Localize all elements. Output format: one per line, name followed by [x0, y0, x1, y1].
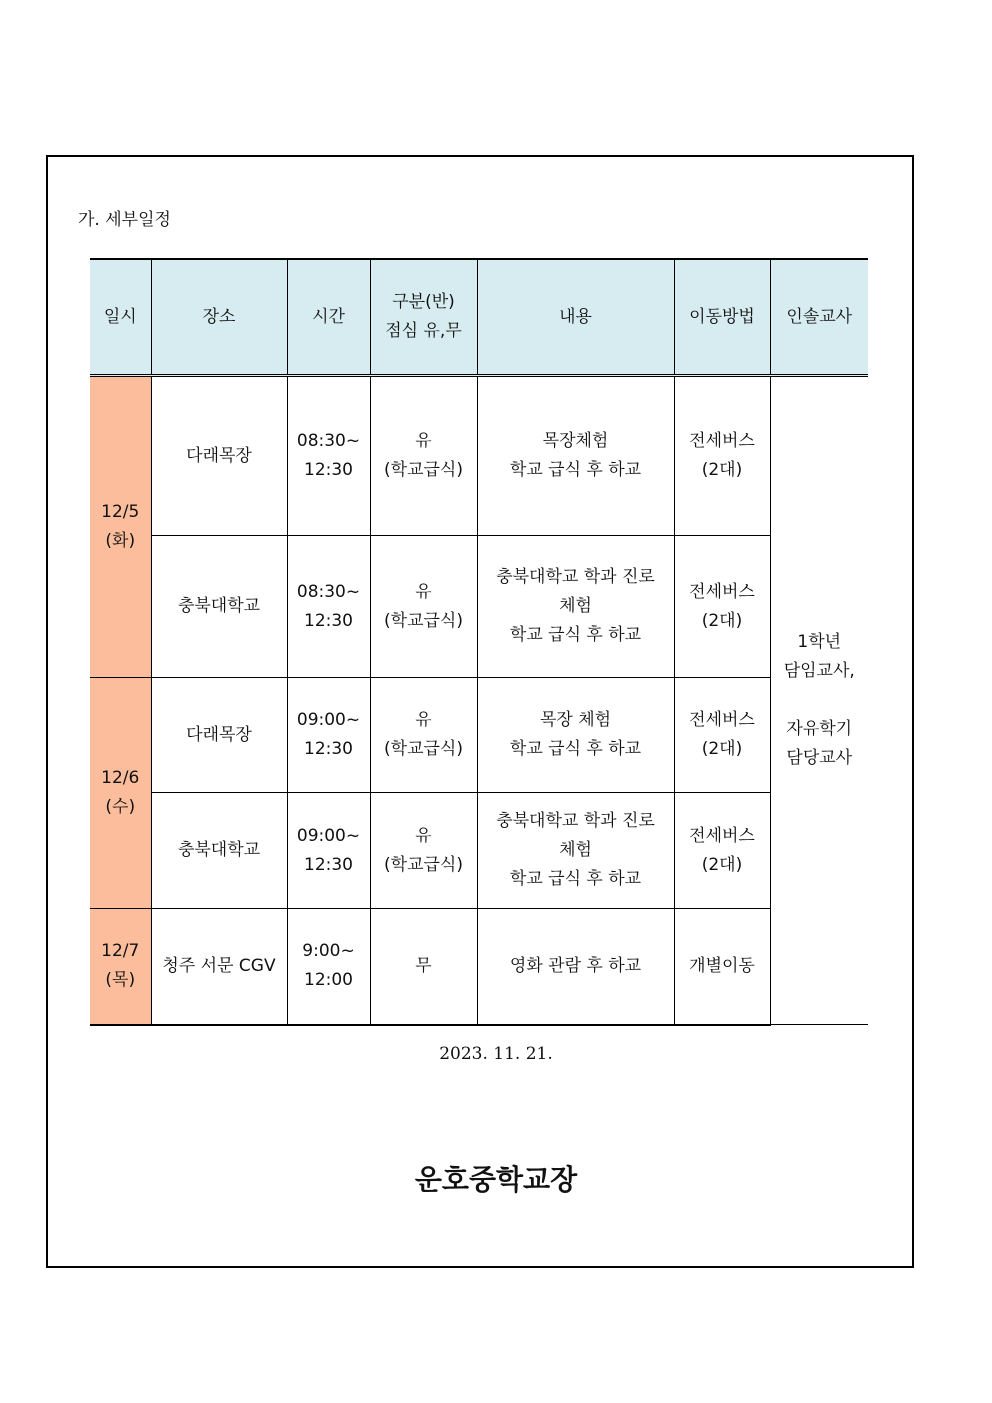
content-line: 충북대학교 학과 진로 [496, 567, 655, 587]
date-cell [90, 909, 151, 1025]
content-cell [477, 536, 674, 678]
date-weekday: (수) [105, 797, 136, 817]
header-teacher: 인솔교사 [770, 259, 868, 376]
lunch-value: 유 [415, 825, 432, 846]
lunch-note: (학교급식) [384, 460, 463, 480]
teacher-line: 1학년 [797, 632, 842, 652]
table-row [90, 536, 868, 678]
place-cell: 청주 서문 CGV [151, 909, 287, 1025]
transport-value: 전세버스 [689, 710, 755, 730]
header-time: 시간 [287, 259, 370, 376]
teacher-line: 담당교사 [786, 748, 853, 768]
content-line: 학교 급식 후 하교 [509, 460, 642, 480]
lunch-value: 유 [415, 581, 432, 602]
transport-cell [674, 678, 770, 793]
time-start: 08:30~ [296, 431, 361, 451]
date-day: 12/7 [101, 941, 140, 962]
lunch-note: (학교급식) [384, 854, 463, 875]
content-line: 체험 [559, 596, 592, 616]
lunch-note: (학교급식) [384, 739, 463, 759]
lunch-value: 무 [415, 955, 432, 976]
lunch-cell [370, 793, 477, 909]
time-cell [287, 536, 370, 678]
table-row [90, 678, 868, 793]
time-cell [287, 678, 370, 793]
time-cell [287, 376, 370, 536]
transport-value: 전세버스 [689, 825, 755, 846]
teacher-spacer [771, 686, 869, 715]
lunch-cell [370, 909, 477, 1025]
teacher-line: 자유학기 [786, 719, 853, 739]
header-row [90, 259, 868, 376]
date-day: 12/5 [101, 502, 140, 522]
content-line: 영화 관람 후 하교 [509, 955, 642, 976]
content-cell [477, 376, 674, 536]
transport-note: (2대) [701, 610, 743, 631]
time-end: 12:30 [304, 610, 353, 631]
transport-note: (2대) [701, 854, 743, 875]
time-end: 12:00 [304, 970, 353, 991]
header-transport: 이동방법 [674, 259, 770, 376]
time-cell [287, 909, 370, 1025]
header-place: 장소 [151, 259, 287, 376]
teacher-line: 담임교사, [783, 661, 855, 681]
transport-cell [674, 909, 770, 1025]
content-line: 학교 급식 후 하교 [509, 739, 642, 759]
content-line: 체험 [559, 840, 592, 860]
time-cell [287, 793, 370, 909]
content-line: 목장체험 [542, 431, 609, 451]
lunch-cell [370, 376, 477, 536]
date-weekday: (목) [105, 970, 136, 991]
lunch-cell [370, 678, 477, 793]
schedule-table [90, 258, 868, 1026]
table-row [90, 376, 868, 536]
content-line: 학교 급식 후 하교 [509, 869, 642, 889]
header-lunch-line1: 구분(반) [392, 292, 455, 312]
place-cell: 충북대학교 [151, 536, 287, 678]
content-cell [477, 793, 674, 909]
date-weekday: (화) [105, 531, 136, 551]
transport-value: 전세버스 [689, 431, 755, 451]
content-cell [477, 909, 674, 1025]
content-line: 충북대학교 학과 진로 [496, 811, 655, 831]
teacher-cell [770, 376, 868, 1025]
document-date: 2023. 11. 21. [439, 1044, 553, 1064]
header-content: 내용 [477, 259, 674, 376]
header-lunch [370, 259, 477, 376]
transport-cell [674, 536, 770, 678]
lunch-cell [370, 536, 477, 678]
header-date: 일시 [90, 259, 151, 376]
time-start: 09:00~ [296, 825, 361, 846]
transport-value: 개별이동 [689, 955, 755, 976]
transport-cell [674, 793, 770, 909]
table-row [90, 793, 868, 909]
table-row [90, 909, 868, 1025]
header-lunch-line2: 점심 유,무 [385, 321, 462, 341]
transport-note: (2대) [701, 739, 743, 759]
time-start: 08:30~ [296, 581, 361, 602]
lunch-value: 유 [415, 431, 432, 451]
content-cell [477, 678, 674, 793]
content-line: 학교 급식 후 하교 [509, 625, 642, 645]
date-cell [90, 678, 151, 909]
date-cell [90, 376, 151, 678]
lunch-note: (학교급식) [384, 610, 463, 631]
time-start: 9:00~ [302, 941, 355, 962]
content-line: 목장 체험 [539, 710, 612, 730]
place-cell: 충북대학교 [151, 793, 287, 909]
transport-note: (2대) [701, 460, 743, 480]
place-cell: 다래목장 [151, 678, 287, 793]
time-start: 09:00~ [296, 710, 361, 730]
transport-cell [674, 376, 770, 536]
time-end: 12:30 [304, 460, 353, 480]
date-day: 12/6 [101, 768, 140, 788]
time-end: 12:30 [304, 854, 353, 875]
transport-value: 전세버스 [689, 581, 755, 602]
place-cell: 다래목장 [151, 376, 287, 536]
time-end: 12:30 [304, 739, 353, 759]
section-title: 가. 세부일정 [78, 210, 171, 230]
lunch-value: 유 [415, 710, 432, 730]
principal-signature: 운호중학교장 [414, 1163, 578, 1196]
